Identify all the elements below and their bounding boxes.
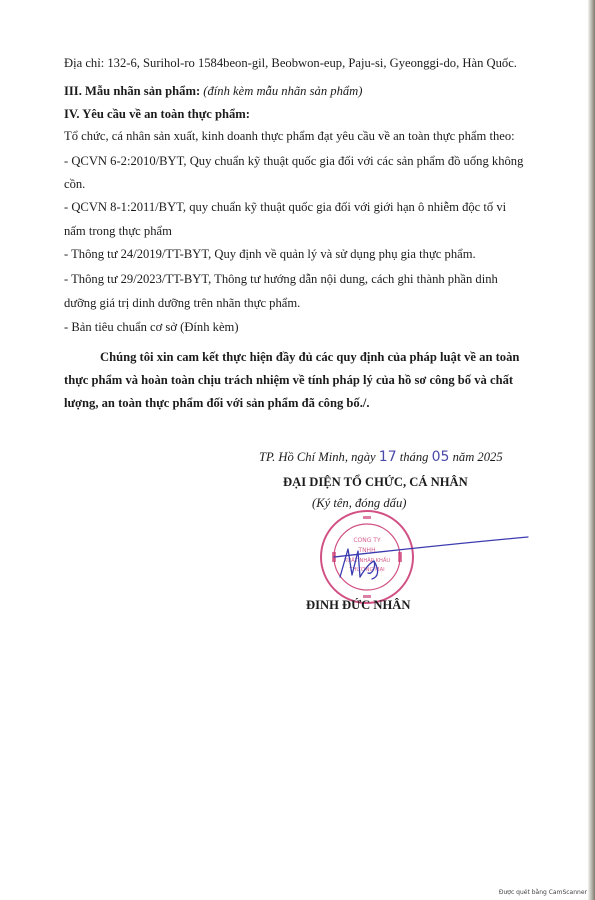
representative-title: ĐẠI DIỆN TỔ CHỨC, CÁ NHÂN: [283, 475, 468, 489]
requirement-item: - Thông tư 24/2019/TT-BYT, Quy định về quản lý và sử dụng phụ gia thực phẩm.: [64, 247, 476, 261]
signature-graphic: [330, 527, 530, 597]
sign-note: (Ký tên, đóng dấu): [312, 496, 407, 510]
scanner-footer: Được quét bằng CamScanner: [498, 889, 587, 896]
requirement-item-continued: cồn.: [64, 177, 86, 191]
svg-text:THƯƠNG MẠI: THƯƠNG MẠI: [349, 567, 385, 573]
section-3-heading: III. Mẫu nhãn sản phẩm:: [64, 84, 201, 98]
requirement-item: - Bản tiêu chuẩn cơ sở (Đính kèm): [64, 320, 239, 334]
svg-text:TNHH: TNHH: [358, 547, 376, 554]
commitment-paragraph: Chúng tôi xin cam kết thực hiện đầy đủ các quy định của pháp luật về an toàn thực phẩm và hoàn toàn chịu trách nhiệm về tính pháp lý của hồ sơ công bố và chất lượng, an toàn thực phẩm đối với sản phẩm đã công bố./.: [64, 350, 520, 410]
requirement-item: - Thông tư 29/2023/TT-BYT, Thông tư hướng dẫn nội dung, cách ghi thành phần dinh: [64, 272, 498, 286]
date-month-label: tháng: [399, 450, 429, 464]
section-3-note: (đính kèm mẫu nhãn sản phẩm): [203, 84, 363, 98]
handwritten-signature: [330, 527, 530, 597]
requirement-item: - QCVN 6-2:2010/BYT, Quy chuẩn kỹ thuật quốc gia đối với các sản phẩm đồ uống không: [64, 154, 524, 168]
date-day: 17: [378, 449, 397, 465]
signer-name: ĐINH ĐỨC NHÂN: [306, 598, 411, 612]
section-4-heading: IV. Yêu cầu về an toàn thực phẩm:: [64, 107, 250, 121]
address-line: Địa chỉ: 132-6, Surihol-ro 1584beon-gil, Beobwon-eup, Paju-si, Gyeonggi-do, Hàn Quốc.: [64, 56, 517, 70]
svg-text:XUẤT NHẬP KHẨU: XUẤT NHẬP KHẨU: [343, 558, 391, 564]
section-4-intro: Tổ chức, cá nhân sản xuất, kinh doanh thực phẩm đạt yêu cầu về an toàn thực phẩm theo:: [64, 129, 515, 143]
svg-text:CÔNG TY: CÔNG TY: [353, 537, 381, 544]
section-3-row: [64, 84, 362, 99]
date-month: 05: [431, 449, 450, 465]
requirement-item: - QCVN 8-1:2011/BYT, quy chuẩn kỹ thuật quốc gia đối với giới hạn ô nhiễm độc tố vi: [64, 200, 507, 214]
date-place: TP. Hồ Chí Minh, ngày: [259, 450, 376, 464]
scan-edge-shadow: [588, 0, 595, 900]
requirement-item-continued: nấm trong thực phẩm: [64, 224, 172, 238]
date-line: [259, 450, 503, 465]
date-year: năm 2025: [452, 450, 503, 464]
requirement-item-continued: dưỡng giá trị dinh dưỡng trên nhãn thực phẩm.: [64, 296, 301, 310]
